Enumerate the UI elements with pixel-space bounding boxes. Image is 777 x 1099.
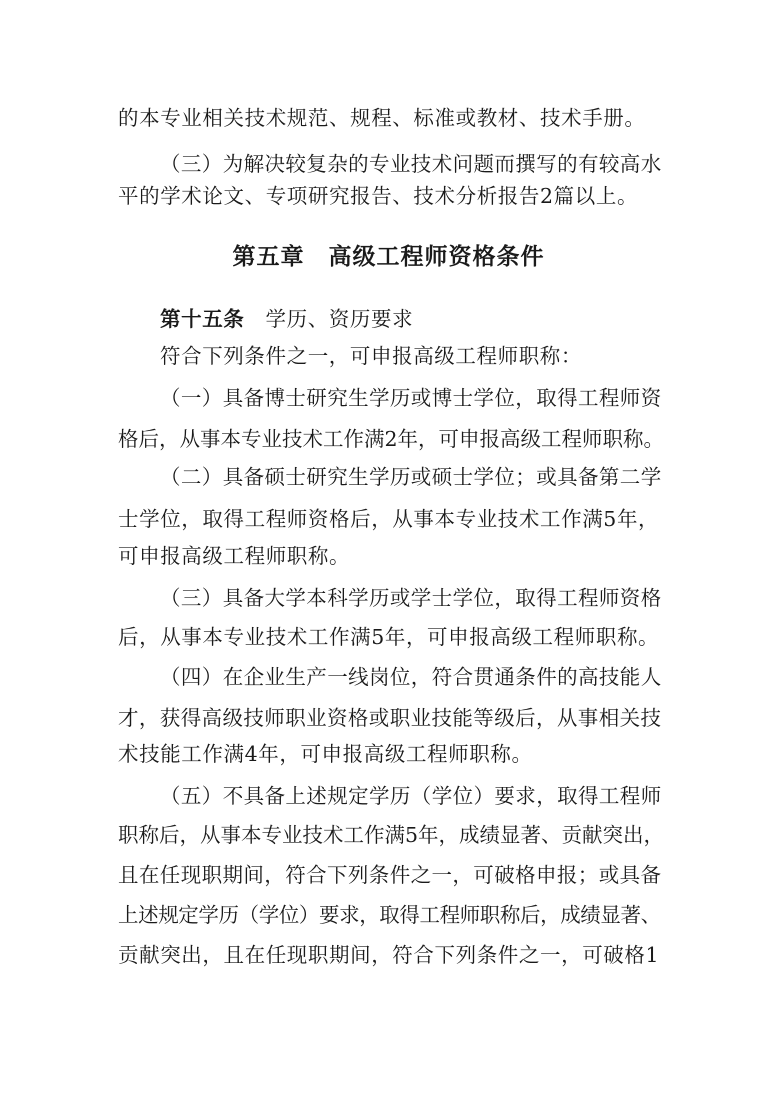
paragraph-line: （四）在企业生产一线岗位，符合贯通条件的高技能人 — [160, 665, 662, 689]
paragraph-line: （二）具备硕士研究生学历或硕士学位；或具备第二学 — [160, 465, 662, 489]
paragraph-line: （三）具备大学本科学历或学士学位，取得工程师资格 — [160, 586, 662, 610]
article-gap — [244, 307, 265, 331]
paragraph-line: （一）具备博士研究生学历或博士学位，取得工程师资 — [160, 386, 662, 410]
paragraph-line: 术技能工作满4年，可申报高级工程师职称。 — [118, 742, 533, 766]
paragraph-line: 上述规定学历（学位）要求，取得工程师职称后，成绩显著、 — [118, 903, 661, 927]
paragraph-line: 职称后，从事本专业技术工作满5年，成绩显著、贡献突出， — [118, 823, 665, 847]
paragraph-line: 格后，从事本专业技术工作满2年，可申报高级工程师职称。 — [118, 427, 665, 451]
article-title: 学历、资历要求 — [265, 307, 414, 331]
article-heading — [160, 304, 663, 334]
paragraph-line: （五）不具备上述规定学历（学位）要求，取得工程师 — [160, 784, 662, 808]
article-number: 第十五条 — [160, 307, 245, 331]
paragraph-line: 且在任现职期间，符合下列条件之一，可破格申报；或具备 — [118, 863, 662, 887]
paragraph-line: 平的学术论文、专项研究报告、技术分析报告2篇以上。 — [118, 184, 639, 208]
paragraph-line: 可申报高级工程师职称。 — [118, 544, 351, 568]
paragraph-line: 的本专业相关技术规范、规程、标准或教材、技术手册。 — [118, 106, 646, 130]
chapter-heading: 第五章 高级工程师资格条件 — [232, 243, 545, 270]
paragraph-line: （三）为解决较复杂的专业技术问题而撰写的有较高水 — [160, 152, 662, 176]
paragraph-line: 才，获得高级技师职业资格或职业技能等级后，从事相关技 — [118, 706, 662, 730]
paragraph-line: 贡献突出，且在任现职期间，符合下列条件之一，可破格1 — [118, 943, 660, 967]
paragraph-line: 符合下列条件之一，可申报高级工程师职称： — [160, 344, 582, 368]
paragraph-line: 士学位，取得工程师资格后，从事本专业技术工作满5年， — [118, 507, 660, 531]
paragraph-line: 后，从事本专业技术工作满5年，可申报高级工程师职称。 — [118, 625, 660, 649]
